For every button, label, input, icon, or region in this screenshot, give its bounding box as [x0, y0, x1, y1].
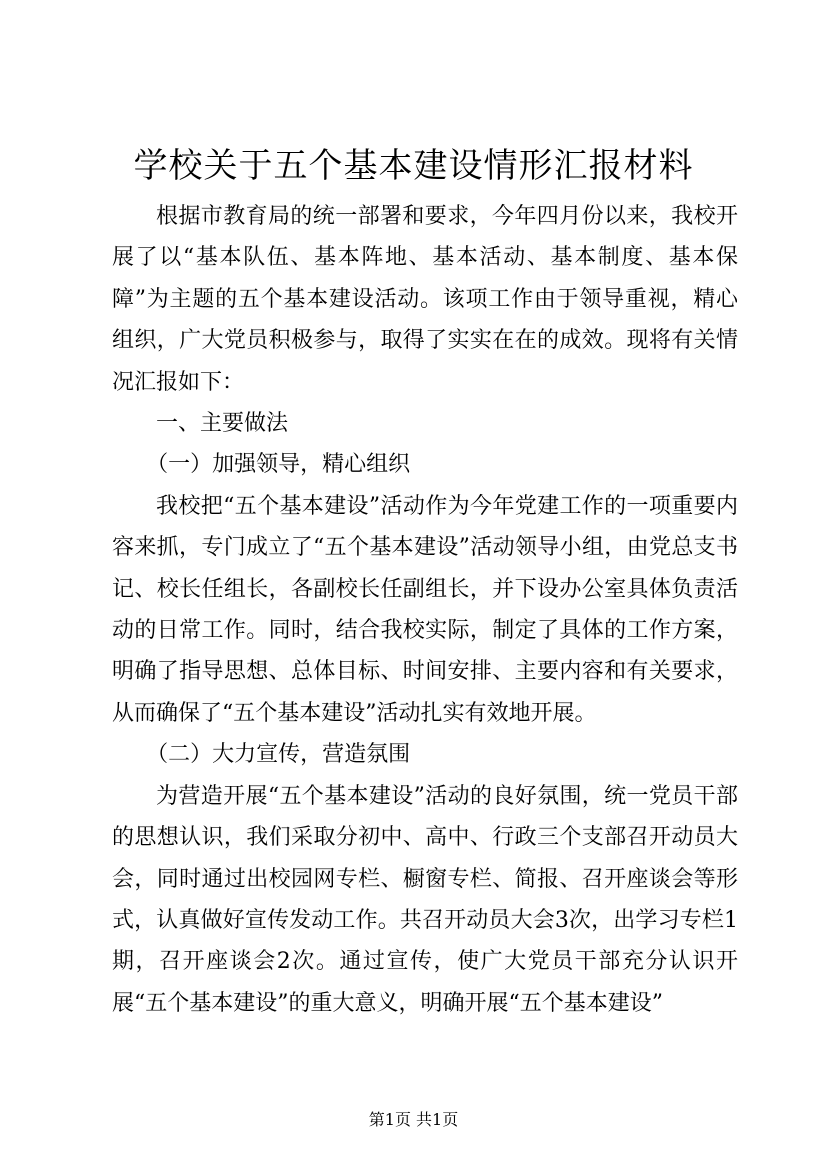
subsection-heading-leadership: （一）加强领导，精心组织: [146, 452, 411, 478]
section-heading-main-practices: 一、主要做法: [156, 411, 289, 437]
page-footer: 第1页 共1页: [368, 1110, 459, 1129]
publicity-paragraph: 为营造开展“五个基本建设”活动的良好氛围，统一党员干部的思想认识，我们采取分初中、高中、行政三个支部召开动员大会，同时通过出校园网专栏、橱窗专栏、简报、召开座谈会等形式，认真做好宣传发动工作。共召开动员大会3次，出学习专栏1期，召开座谈会2次。通过宣传，使广大党员干部充分认识开展“五个基本建设”的重大意义，明确开展“五个基本建设”: [112, 783, 738, 1016]
subsection-heading-publicity: （二）大力宣传，营造氛围: [146, 742, 411, 768]
leadership-paragraph: 我校把“五个基本建设”活动作为今年党建工作的一项重要内容来抓，专门成立了“五个基本建设”活动领导小组，由党总支书记、校长任组长，各副校长任副组长，并下设办公室具体负责活动的日常工作。同时，结合我校实际，制定了具体的工作方案，明确了指导思想、总体目标、时间安排、主要内容和有关要求，从而确保了“五个基本建设”活动扎实有效地开展。: [112, 493, 738, 726]
intro-paragraph: 根据市教育局的统一部署和要求，今年四月份以来，我校开展了以“基本队伍、基本阵地、基本活动、基本制度、基本保障”为主题的五个基本建设活动。该项工作由于领导重视，精心组织，广大党员积极参与，取得了实实在在的成效。现将有关情况汇报如下：: [112, 204, 738, 395]
document-title: 学校关于五个基本建设情形汇报材料: [133, 146, 694, 186]
document-body: [112, 196, 738, 1024]
